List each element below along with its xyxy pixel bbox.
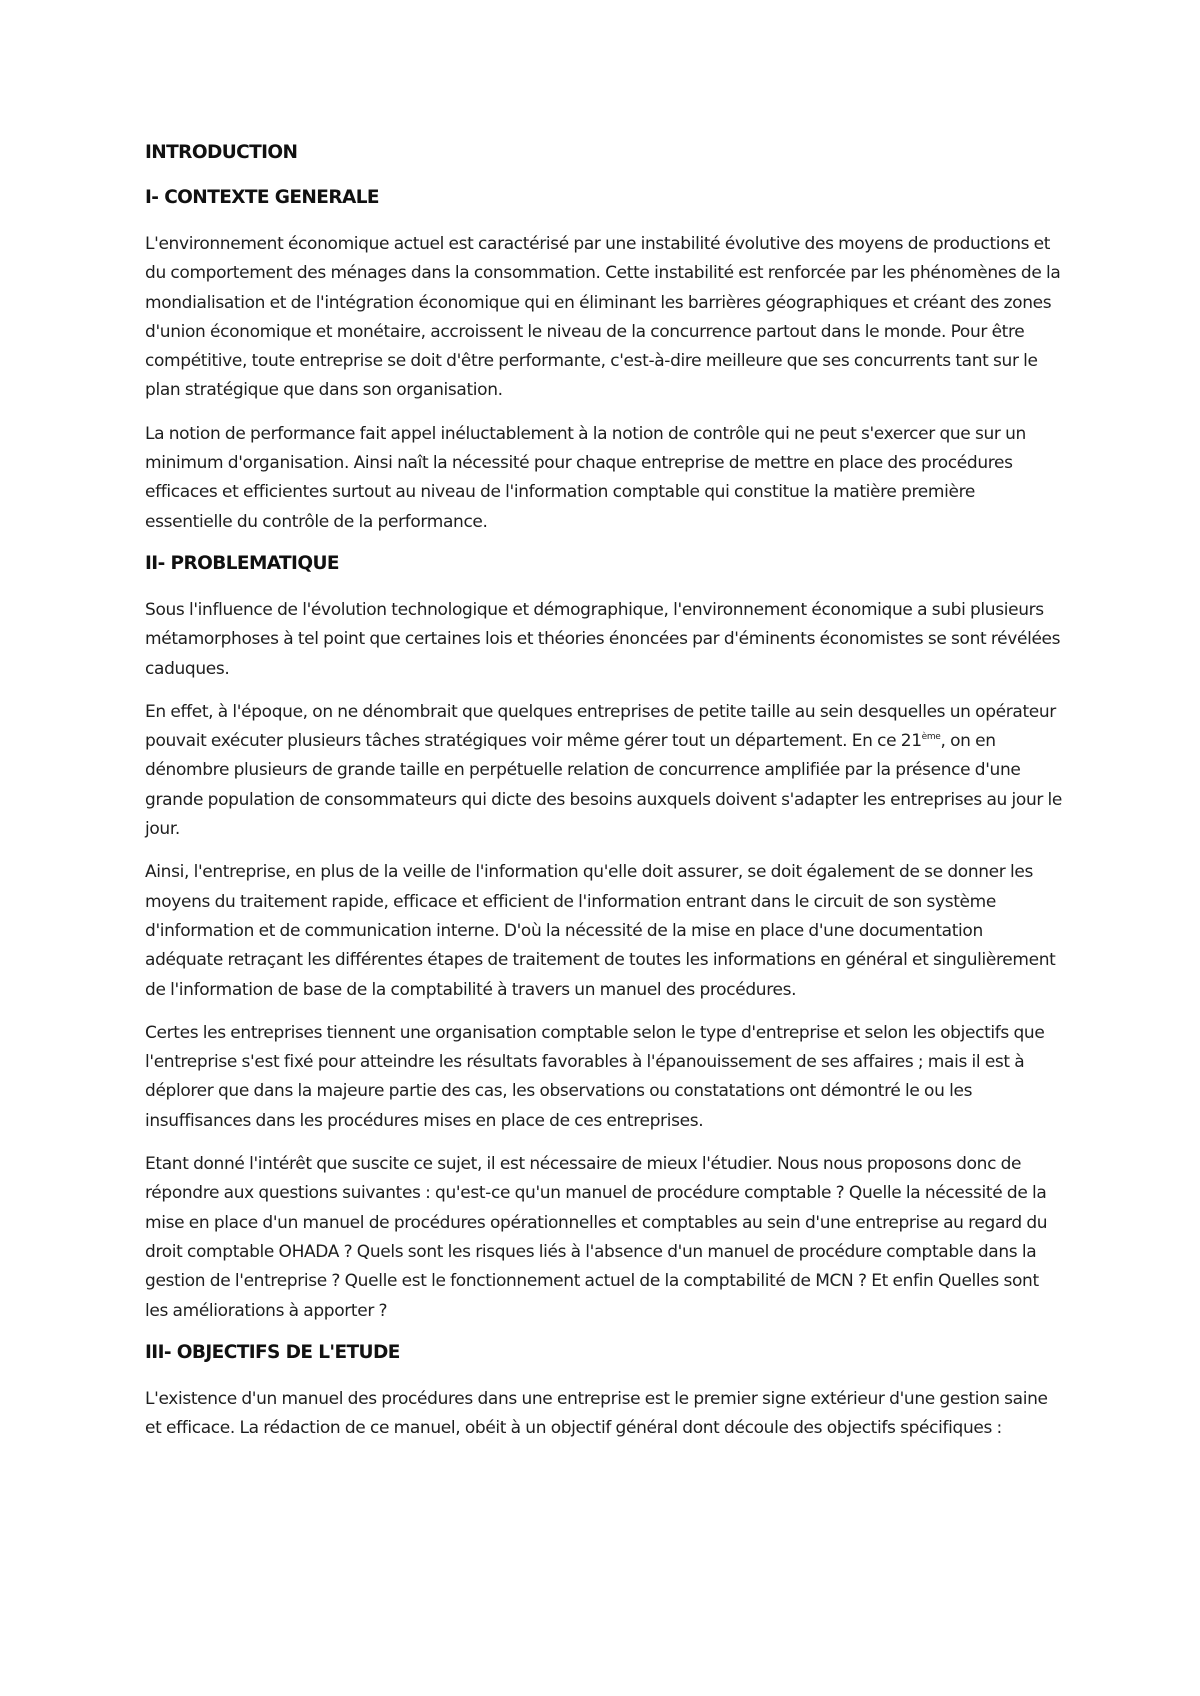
section-2-paragraph-2 (145, 698, 1065, 844)
section-3-paragraph-1: L'existence d'un manuel des procédures dans une entreprise est le premier signe extérieur d'une gestion saine et efficace. La rédaction de ce manuel, obéit à un objectif général dont découle des objectifs spécifiques : (145, 1388, 1048, 1439)
document-body (145, 140, 1065, 1457)
section-1-paragraph-1: L'environnement économique actuel est caractérisé par une instabilité évolutive des moyens de productions et du comportement des ménages dans la consommation. Cette instabilité est renforcée par les phénomènes de la mondialisation et de l'intégration économique qui en éliminant les barrières géographiques et créant des zones d'union économique et monétaire, accroissent le niveau de la concurrence partout dans le monde. Pour être compétitive, toute entreprise se doit d'être performante, c'est-à-dire meilleure que ses concurrents tant sur le plan stratégique que dans son organisation. (145, 234, 1061, 401)
intro-heading: INTRODUCTION (145, 142, 298, 163)
section-2-paragraph-2-text-a: En effet, à l'époque, on ne dénombrait que quelques entreprises de petite taille au sein desquelles un opérateur pouvait exécuter plusieurs tâches stratégiques voir même gérer tout un département. En ce 21 (145, 701, 1056, 752)
section-1-heading: I- CONTEXTE GENERALE (145, 187, 379, 208)
section-2-paragraph-5: Etant donné l'intérêt que suscite ce sujet, il est nécessaire de mieux l'étudier. Nous nous proposons donc de répondre aux questions suivantes : qu'est-ce qu'un manuel de procédure comptable ? Quelle la nécessité de la mise en place d'un manuel de procédures opérationnelles et comptables au sein d'une entreprise au regard du droit comptable OHADA ? Quels sont les risques liés à l'absence d'un manuel de procédure comptable dans la gestion de l'entreprise ? Quelle est le fonctionnement actuel de la comptabilité de MCN ? Et enfin Quelles sont les améliorations à apporter ? (145, 1154, 1048, 1321)
section-2-paragraph-3: Ainsi, l'entreprise, en plus de la veille de l'information qu'elle doit assurer, se doit également de se donner les moyens du traitement rapide, efficace et efficient de l'information entrant dans le circuit de son système d'information et de communication interne. D'où la nécessité de la mise en place d'une documentation adéquate retraçant les différentes étapes de traitement de toutes les informations en général et singulièrement de l'information de base de la comptabilité à travers un manuel des procédures. (145, 862, 1056, 1000)
section-2-heading: II- PROBLEMATIQUE (145, 552, 339, 574)
century-superscript: ème (921, 732, 941, 743)
section-1-paragraph-2: La notion de performance fait appel inéluctablement à la notion de contrôle qui ne peut s'exercer que sur un minimum d'organisation. Ainsi naît la nécessité pour chaque entreprise de mettre en place des procédures efficaces et efficientes surtout au niveau de l'information comptable qui constitue la matière première essentielle du contrôle de la performance. (145, 423, 1026, 532)
section-2-paragraph-2-text-b: , on en dénombre plusieurs de grande taille en perpétuelle relation de concurrence amplifiée par la présence d'une grande population de consommateurs qui dicte des besoins auxquels doivent s'adapter les entreprises au jour le jour. (145, 731, 1063, 840)
section-3-heading: III- OBJECTIFS DE L'ETUDE (145, 1341, 400, 1363)
section-2-paragraph-1: Sous l'influence de l'évolution technologique et démographique, l'environnement économique a subi plusieurs métamorphoses à tel point que certaines lois et théories énoncées par d'éminents économistes se sont révélées caduques. (145, 599, 1061, 679)
section-2-paragraph-4: Certes les entreprises tiennent une organisation comptable selon le type d'entreprise et selon les objectifs que l'entreprise s'est fixé pour atteindre les résultats favorables à l'épanouissement de ses affaires ; mais il est à déplorer que dans la majeure partie des cas, les observations ou constatations ont démontré le ou les insuffisances dans les procédures mises en place de ces entreprises. (145, 1022, 1045, 1131)
